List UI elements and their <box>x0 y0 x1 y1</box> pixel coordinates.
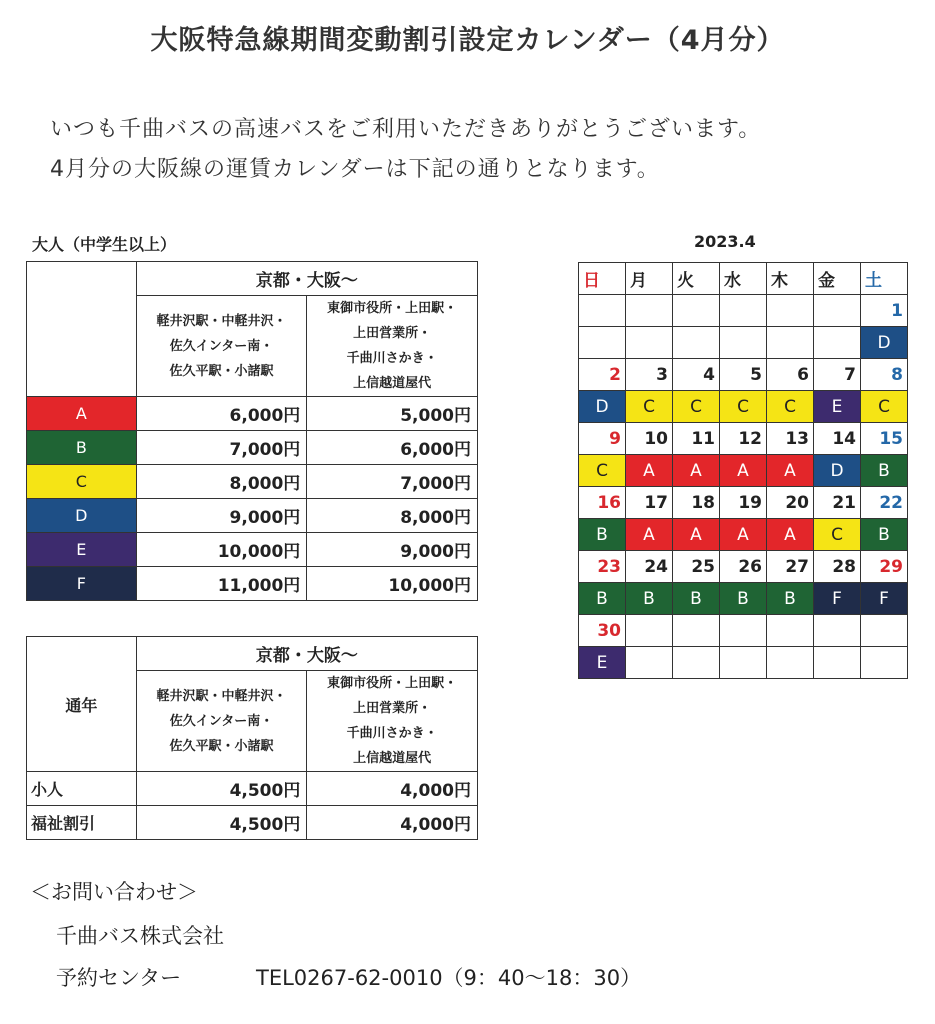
price-cell: 4,500円 <box>136 772 307 806</box>
fare-code-cell: A <box>767 455 814 487</box>
calendar-date: 14 <box>814 423 861 455</box>
fare-table-corner <box>27 262 137 397</box>
calendar-date: 17 <box>626 487 673 519</box>
calendar-date: 24 <box>626 551 673 583</box>
station-line: 上田営業所・ <box>353 326 432 341</box>
fare-code-cell: C <box>720 391 767 423</box>
calendar-code-row <box>579 583 908 615</box>
price-cell: 7,000円 <box>136 431 307 465</box>
rank-label: D <box>27 499 137 533</box>
fare-code-cell: B <box>720 583 767 615</box>
station-line: 千曲川さかき・ <box>346 726 438 741</box>
calendar-date: 28 <box>814 551 861 583</box>
station-line: 東御市役所・上田駅・ <box>327 301 458 316</box>
calendar-date: 9 <box>579 423 626 455</box>
fare-code-cell: B <box>579 519 626 551</box>
adult-stations-group-2 <box>307 296 478 397</box>
price-cell: 5,000円 <box>307 397 478 431</box>
price-cell: 8,000円 <box>136 465 307 499</box>
price-cell: 4,000円 <box>307 772 478 806</box>
price-cell: 10,000円 <box>307 567 478 601</box>
price-cell: 8,000円 <box>307 499 478 533</box>
calendar-date: 10 <box>626 423 673 455</box>
calendar-month-label: 2023.4 <box>694 232 756 251</box>
calendar-date <box>861 615 908 647</box>
station-line: 軽井沢駅・中軽井沢・ <box>156 688 287 704</box>
calendar-date: 19 <box>720 487 767 519</box>
calendar-date: 16 <box>579 487 626 519</box>
row-label: 小人 <box>27 772 137 806</box>
fare-code-cell: C <box>673 391 720 423</box>
calendar-code-row <box>579 519 908 551</box>
yearround-label: 通年 <box>27 637 137 772</box>
station-line: 佐久インター南・ <box>169 338 274 354</box>
price-cell: 6,000円 <box>136 397 307 431</box>
rank-label: C <box>27 465 137 499</box>
calendar-code-row <box>579 391 908 423</box>
fare-code-cell: A <box>626 455 673 487</box>
adult-route-header: 京都・大阪〜 <box>136 262 477 296</box>
calendar-date: 6 <box>767 359 814 391</box>
adult-stations-group-1 <box>136 296 307 397</box>
adult-fare-caption: 大人（中学生以上） <box>32 235 177 254</box>
fare-code-cell <box>767 327 814 359</box>
weekday-header: 日 <box>579 263 626 295</box>
fare-code-cell: D <box>861 327 908 359</box>
calendar-date: 21 <box>814 487 861 519</box>
price-cell: 4,500円 <box>136 806 307 840</box>
fare-row-e <box>27 533 478 567</box>
station-line: 上信越道屋代 <box>353 376 432 391</box>
fare-code-cell: A <box>673 455 720 487</box>
price-cell: 7,000円 <box>307 465 478 499</box>
price-cell: 9,000円 <box>136 499 307 533</box>
weekday-header: 月 <box>626 263 673 295</box>
reservation-center-label: 予約センター <box>56 966 182 990</box>
weekday-header: 木 <box>767 263 814 295</box>
fare-calendar <box>578 262 908 679</box>
station-line: 東御市役所・上田駅・ <box>327 676 458 691</box>
fare-code-cell <box>673 647 720 679</box>
fare-code-cell: B <box>579 583 626 615</box>
price-cell: 6,000円 <box>307 431 478 465</box>
phone-number: TEL0267-62-0010（9：40〜18：30） <box>256 966 642 990</box>
calendar-date: 26 <box>720 551 767 583</box>
fare-row-b <box>27 431 478 465</box>
calendar-date: 4 <box>673 359 720 391</box>
fare-code-cell <box>767 647 814 679</box>
fare-code-cell: B <box>861 519 908 551</box>
fare-code-cell: C <box>814 519 861 551</box>
calendar-date <box>814 295 861 327</box>
yearround-stations-group-2 <box>307 671 478 772</box>
calendar-date: 27 <box>767 551 814 583</box>
rank-label: B <box>27 431 137 465</box>
fare-row-a <box>27 397 478 431</box>
calendar-date <box>814 615 861 647</box>
rank-label: E <box>27 533 137 567</box>
calendar-date: 1 <box>861 295 908 327</box>
calendar-date: 15 <box>861 423 908 455</box>
calendar-date: 18 <box>673 487 720 519</box>
rank-label: A <box>27 397 137 431</box>
calendar-date <box>673 615 720 647</box>
calendar-date: 11 <box>673 423 720 455</box>
calendar-code-row <box>579 327 908 359</box>
fare-code-cell <box>814 647 861 679</box>
calendar-date <box>720 615 767 647</box>
fare-code-cell <box>861 647 908 679</box>
yearround-route-header: 京都・大阪〜 <box>136 637 477 671</box>
fare-code-cell: B <box>626 583 673 615</box>
fare-code-cell: D <box>814 455 861 487</box>
fare-row-d <box>27 499 478 533</box>
calendar-date: 2 <box>579 359 626 391</box>
fare-code-cell <box>626 327 673 359</box>
calendar-date: 12 <box>720 423 767 455</box>
calendar-date: 8 <box>861 359 908 391</box>
station-line: 佐久平駅・小諸駅 <box>169 363 274 379</box>
fare-code-cell: A <box>673 519 720 551</box>
page-title: 大阪特急線期間変動割引設定カレンダー（4月分） <box>150 25 785 56</box>
calendar-date: 29 <box>861 551 908 583</box>
station-line: 軽井沢駅・中軽井沢・ <box>156 313 287 329</box>
calendar-date: 22 <box>861 487 908 519</box>
calendar-date-row <box>579 487 908 519</box>
calendar-date-row <box>579 295 908 327</box>
contact-heading: ＜お問い合わせ＞ <box>30 880 198 904</box>
intro-line-1: いつも千曲バスの高速バスをご利用いただきありがとうございます。 <box>50 117 762 142</box>
calendar-date <box>767 295 814 327</box>
fare-code-cell <box>720 327 767 359</box>
calendar-date: 13 <box>767 423 814 455</box>
fare-code-cell: C <box>579 455 626 487</box>
calendar-date-row <box>579 551 908 583</box>
station-line: 佐久平駅・小諸駅 <box>169 738 274 754</box>
fare-code-cell: E <box>814 391 861 423</box>
row-label: 福祉割引 <box>27 806 137 840</box>
calendar-code-row <box>579 455 908 487</box>
calendar-date: 25 <box>673 551 720 583</box>
price-cell: 11,000円 <box>136 567 307 601</box>
fare-code-cell <box>579 327 626 359</box>
company-name: 千曲バス株式会社 <box>56 924 224 948</box>
calendar-date-row <box>579 423 908 455</box>
fare-code-cell: C <box>626 391 673 423</box>
fare-code-cell: A <box>767 519 814 551</box>
fare-code-cell: D <box>579 391 626 423</box>
calendar-date-row <box>579 615 908 647</box>
calendar-date: 20 <box>767 487 814 519</box>
station-line: 上信越道屋代 <box>353 751 432 766</box>
fare-code-cell: C <box>861 391 908 423</box>
calendar-date <box>626 615 673 647</box>
calendar-date: 3 <box>626 359 673 391</box>
fare-code-cell: B <box>767 583 814 615</box>
fare-code-cell: B <box>673 583 720 615</box>
station-line: 佐久インター南・ <box>169 713 274 729</box>
rank-label: F <box>27 567 137 601</box>
yearround-fare-table <box>26 636 478 840</box>
yearround-stations-group-1 <box>136 671 307 772</box>
calendar-code-row <box>579 647 908 679</box>
weekday-header: 土 <box>861 263 908 295</box>
fare-code-cell: A <box>626 519 673 551</box>
fare-code-cell <box>673 327 720 359</box>
yearround-row-child <box>27 772 478 806</box>
weekday-header: 金 <box>814 263 861 295</box>
fare-code-cell <box>626 647 673 679</box>
calendar-date-row <box>579 359 908 391</box>
weekday-header: 火 <box>673 263 720 295</box>
fare-code-cell <box>814 327 861 359</box>
fare-row-c <box>27 465 478 499</box>
calendar-date <box>626 295 673 327</box>
price-cell: 4,000円 <box>307 806 478 840</box>
calendar-date: 30 <box>579 615 626 647</box>
fare-code-cell <box>720 647 767 679</box>
price-cell: 9,000円 <box>307 533 478 567</box>
calendar-date <box>673 295 720 327</box>
calendar-date: 5 <box>720 359 767 391</box>
intro-line-2: 4月分の大阪線の運賃カレンダーは下記の通りとなります。 <box>50 157 660 182</box>
calendar-date <box>579 295 626 327</box>
fare-code-cell: A <box>720 455 767 487</box>
yearround-row-welfare <box>27 806 478 840</box>
fare-code-cell: B <box>861 455 908 487</box>
calendar-date <box>767 615 814 647</box>
adult-fare-table <box>26 261 478 601</box>
fare-code-cell: A <box>720 519 767 551</box>
fare-code-cell: C <box>767 391 814 423</box>
weekday-header: 水 <box>720 263 767 295</box>
station-line: 千曲川さかき・ <box>346 351 438 366</box>
calendar-date <box>720 295 767 327</box>
fare-row-f <box>27 567 478 601</box>
calendar-date: 23 <box>579 551 626 583</box>
fare-code-cell: E <box>579 647 626 679</box>
fare-code-cell: F <box>861 583 908 615</box>
price-cell: 10,000円 <box>136 533 307 567</box>
fare-code-cell: F <box>814 583 861 615</box>
station-line: 上田営業所・ <box>353 701 432 716</box>
calendar-date: 7 <box>814 359 861 391</box>
